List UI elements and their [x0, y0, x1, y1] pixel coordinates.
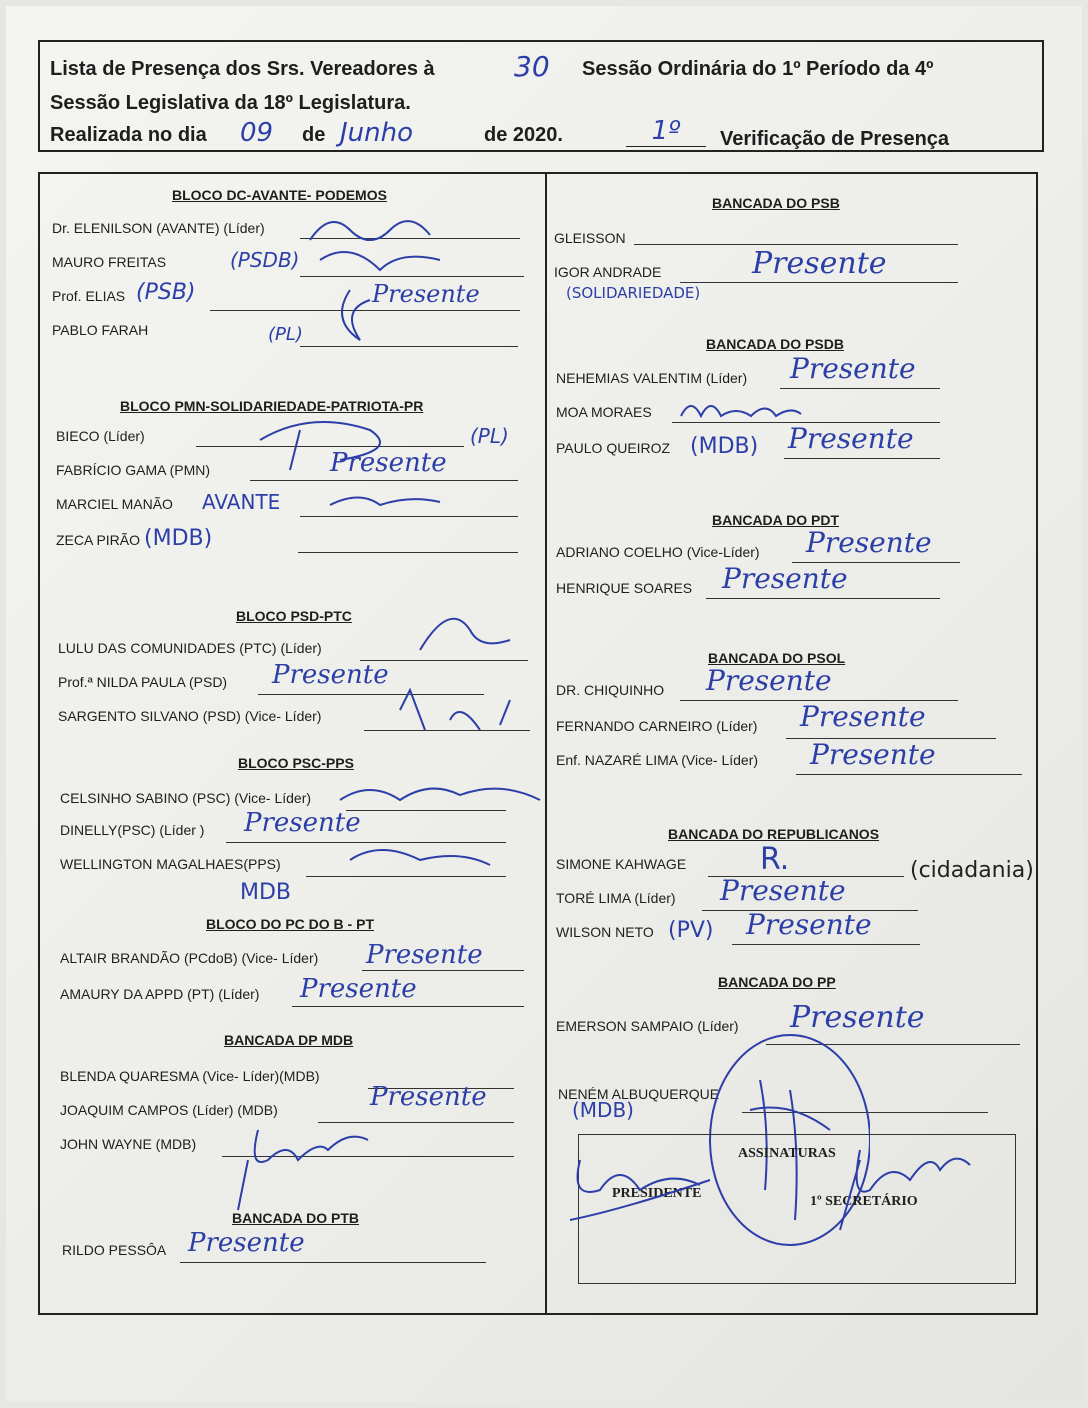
- member-party-note: (PL): [470, 424, 509, 448]
- handwritten-signature-scribble: [380, 590, 540, 750]
- member-party-note: (PL): [268, 324, 303, 345]
- de-label: de: [302, 124, 326, 146]
- signature-line: [298, 552, 518, 553]
- member-name: JOAQUIM CAMPOS (Líder) (MDB): [60, 1102, 278, 1118]
- signature-line: [634, 244, 958, 245]
- member-party-note: (MDB): [572, 1098, 634, 1122]
- presente-signature: Presente: [790, 1000, 925, 1035]
- presente-signature: Presente: [244, 808, 361, 838]
- handwritten-signature-scribble: [676, 396, 806, 426]
- member-name: Enf. NAZARÉ LIMA (Vice- Líder): [556, 752, 759, 768]
- presente-signature: Presente: [746, 908, 872, 941]
- signature-line: [796, 774, 1022, 775]
- block-title: BANCADA DO PDT: [712, 512, 840, 528]
- signature-line: [292, 1006, 524, 1007]
- member-party-note: (SOLIDARIEDADE): [566, 284, 701, 302]
- session-number: 30: [514, 50, 550, 83]
- year-label: de 2020.: [484, 124, 563, 146]
- presente-signature: Presente: [722, 562, 848, 595]
- member-party-note: (MDB): [690, 434, 759, 459]
- handwritten-signature-scribble: [560, 1120, 980, 1250]
- presente-signature: Presente: [188, 1228, 305, 1258]
- member-name: NEHEMIAS VALENTIM (Líder): [556, 370, 748, 386]
- member-name: DR. CHIQUINHO: [556, 682, 665, 698]
- block-title: BLOCO DO PC DO B - PT: [206, 916, 374, 932]
- member-party-note: (PSDB): [230, 248, 300, 272]
- member-party-note: (cidadania): [910, 858, 1034, 883]
- presente-signature: Presente: [806, 526, 932, 559]
- block-title: BLOCO PSD-PTC: [236, 608, 352, 624]
- member-name: ADRIANO COELHO (Vice-Líder): [556, 544, 760, 560]
- presente-signature: Presente: [370, 1082, 487, 1112]
- member-name: CELSINHO SABINO (PSC) (Vice- Líder): [60, 790, 312, 806]
- member-name: HENRIQUE SOARES: [556, 580, 693, 596]
- block-title: BANCADA DO PP: [718, 974, 836, 990]
- handwritten-signature-scribble: [228, 1110, 388, 1220]
- member-name: IGOR ANDRADE: [554, 264, 662, 280]
- member-party-note: MDB: [240, 880, 292, 905]
- presente-signature: Presente: [810, 738, 936, 771]
- member-name: BIECO (Líder): [56, 428, 145, 444]
- member-name: SIMONE KAHWAGE: [556, 856, 687, 872]
- secretary-label: 1º SECRETÁRIO: [810, 1194, 918, 1209]
- member-name: EMERSON SAMPAIO (Líder): [556, 1018, 739, 1034]
- signature-line: [780, 388, 940, 389]
- member-name: Prof. ELIAS: [52, 288, 126, 304]
- signatures-title: ASSINATURAS: [738, 1146, 836, 1161]
- presente-signature: Presente: [366, 940, 483, 970]
- member-name: LULU DAS COMUNIDADES (PTC) (Líder): [58, 640, 322, 656]
- member-name: Prof.ª NILDA PAULA (PSD): [58, 674, 228, 690]
- member-name: ALTAIR BRANDÃO (PCdoB) (Vice- Líder): [60, 950, 319, 966]
- member-party-note: (PSB): [136, 280, 196, 305]
- member-name: Dr. ELENILSON (AVANTE) (Líder): [52, 220, 265, 236]
- presente-signature: Presente: [720, 874, 846, 907]
- header-line-3-prefix: Realizada no dia: [50, 124, 207, 146]
- column-divider: [545, 172, 547, 1315]
- header-line-1: Lista de Presença dos Srs. Vereadores à: [50, 58, 435, 80]
- block-title: BLOCO DC-AVANTE- PODEMOS: [172, 187, 387, 203]
- member-name: RILDO PESSÔA: [62, 1242, 167, 1258]
- member-name: TORÉ LIMA (Líder): [556, 890, 676, 906]
- handwritten-signature-scribble: [250, 410, 460, 530]
- member-name: PABLO FARAH: [52, 322, 149, 338]
- presente-signature: Presente: [330, 448, 447, 478]
- presente-signature: Presente: [272, 660, 389, 690]
- signature-line: [732, 944, 920, 945]
- handwritten-signature-scribble: [290, 200, 480, 360]
- handwritten-signature-scribble: [330, 770, 550, 880]
- presente-signature: Presente: [372, 280, 480, 308]
- member-party-note: (MDB): [144, 526, 213, 551]
- block-title: BANCADA DP MDB: [224, 1032, 354, 1048]
- member-name: WELLINGTON MAGALHAES(PPS): [60, 856, 281, 872]
- signature-line: [362, 970, 524, 971]
- block-title: BANCADA DO REPUBLICANOS: [668, 826, 880, 842]
- presente-signature: Presente: [800, 700, 926, 733]
- header-line-1-suffix: Sessão Ordinária do 1º Período da 4º: [582, 58, 934, 80]
- header-box: [38, 40, 1044, 152]
- block-title: BANCADA DO PSDB: [706, 336, 844, 352]
- member-name: NENÉM ALBUQUERQUE: [558, 1086, 720, 1102]
- day-value: 09: [240, 118, 274, 148]
- presente-signature: Presente: [300, 974, 417, 1004]
- member-name: GLEISSON: [554, 230, 626, 246]
- block-title: BLOCO PMN-SOLIDARIEDADE-PATRIOTA-PR: [120, 398, 424, 414]
- president-label: PRESIDENTE: [612, 1186, 702, 1201]
- member-name: ZECA PIRÃO: [56, 532, 141, 548]
- member-party-note: (PV): [668, 918, 714, 943]
- member-name: MOA MORAES: [556, 404, 652, 420]
- presente-signature: Presente: [752, 246, 887, 281]
- month-value: Junho: [340, 118, 414, 148]
- member-name: MAURO FREITAS: [52, 254, 167, 270]
- check-label: Verificação de Presença: [720, 128, 950, 150]
- signature-line: [706, 598, 940, 599]
- member-name: FABRÍCIO GAMA (PMN): [56, 462, 211, 478]
- header-line-2: Sessão Legislativa da 18º Legislatura.: [50, 92, 411, 114]
- presente-signature: Presente: [790, 352, 916, 385]
- signature-line: [680, 282, 958, 283]
- signature-line: [784, 458, 940, 459]
- presente-signature: Presente: [706, 664, 832, 697]
- block-title: BANCADA DO PSB: [712, 195, 840, 211]
- block-title: BANCADA DO PTB: [232, 1210, 360, 1226]
- member-name: WILSON NETO: [556, 924, 654, 940]
- member-name: SARGENTO SILVANO (PSD) (Vice- Líder): [58, 708, 322, 724]
- member-party-note: AVANTE: [202, 490, 281, 514]
- block-title: BANCADA DO PSOL: [708, 650, 846, 666]
- member-name: BLENDA QUARESMA (Vice- Líder)(MDB): [60, 1068, 320, 1084]
- member-name: PAULO QUEIROZ: [556, 440, 671, 456]
- member-name: AMAURY DA APPD (PT) (Líder): [60, 986, 260, 1002]
- initial-mark: R.: [760, 842, 790, 877]
- member-name: MARCIEL MANÃO: [56, 496, 173, 512]
- member-name: JOHN WAYNE (MDB): [60, 1136, 197, 1152]
- member-name: FERNANDO CARNEIRO (Líder): [556, 718, 758, 734]
- presente-signature: Presente: [788, 422, 914, 455]
- check-number: 1º: [626, 116, 706, 147]
- signature-line: [180, 1262, 486, 1263]
- member-name: DINELLY(PSC) (Líder ): [60, 822, 205, 838]
- block-title: BLOCO PSC-PPS: [238, 755, 354, 771]
